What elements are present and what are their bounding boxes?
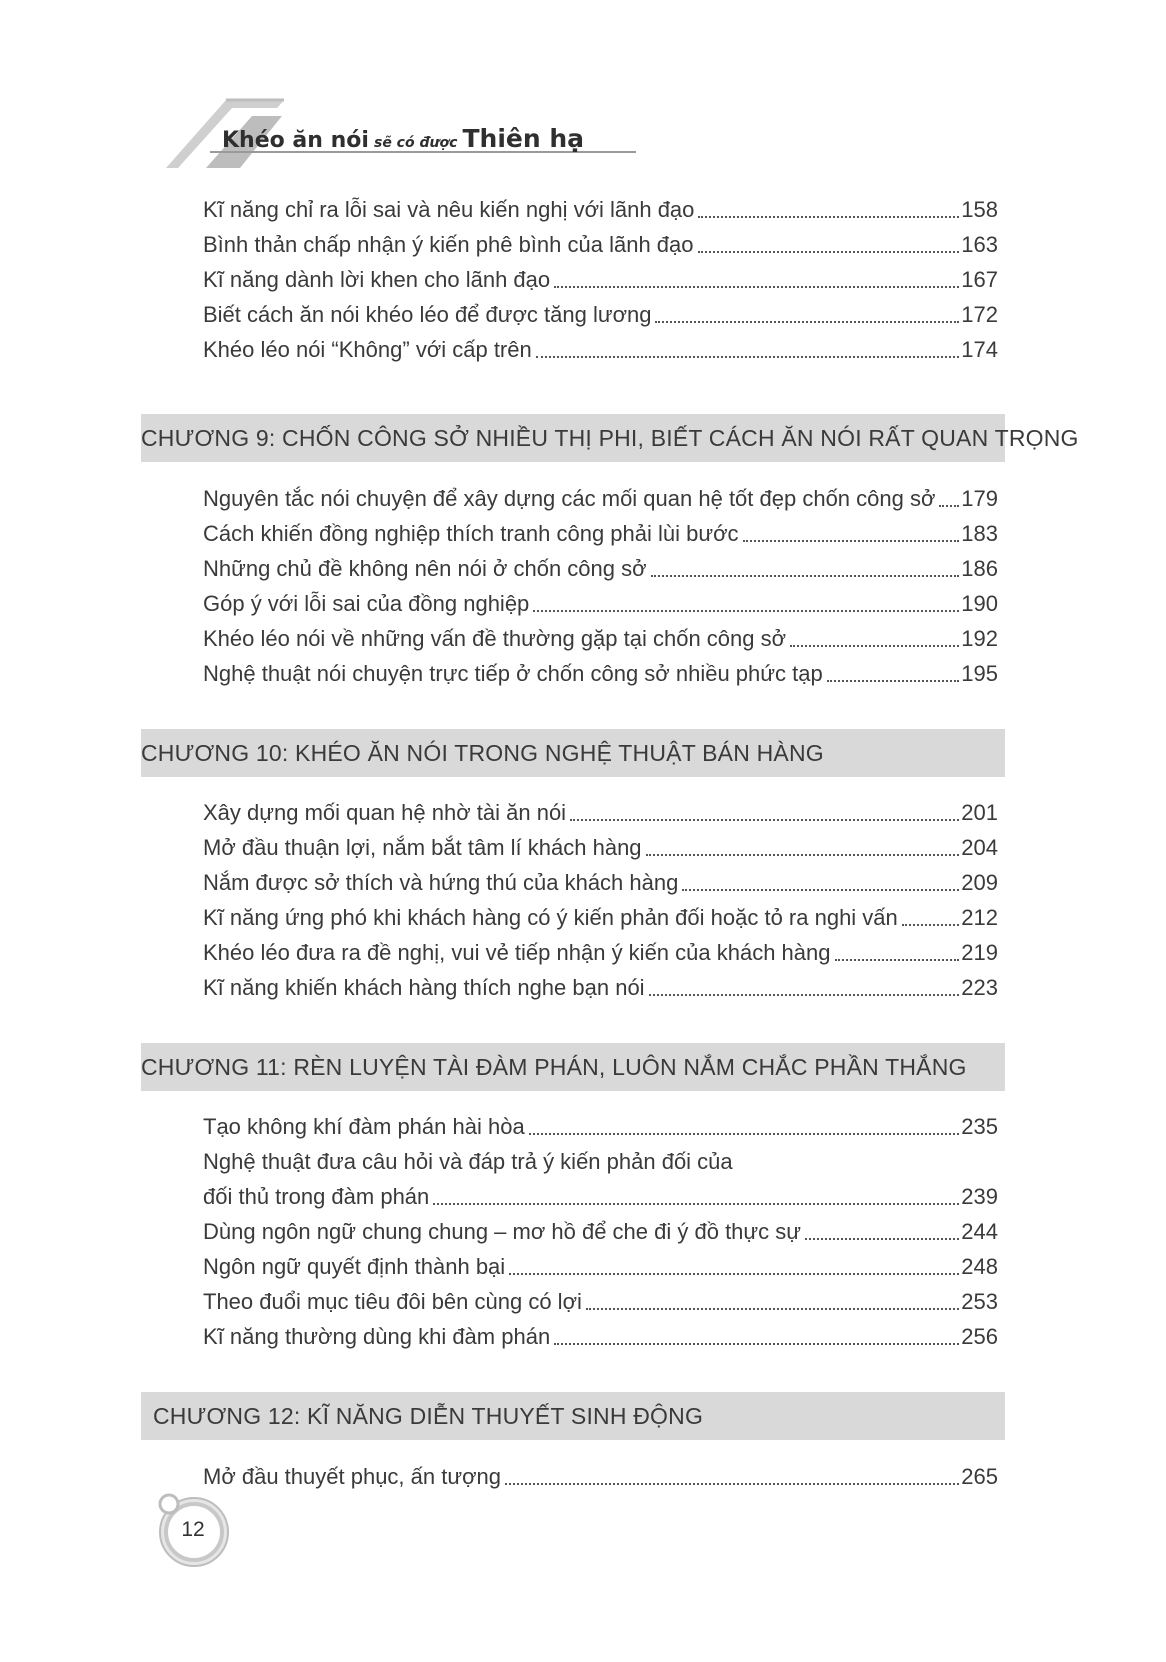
toc-entry[interactable] — [203, 589, 998, 619]
toc-entry-page: 183 — [961, 521, 998, 546]
toc-entry[interactable] — [203, 1182, 998, 1212]
toc-entry-page: 201 — [961, 800, 998, 825]
toc-entry-title: Mở đầu thuyết phục, ấn tượng — [203, 1464, 501, 1489]
running-header — [222, 124, 584, 153]
toc-entry[interactable] — [203, 973, 998, 1003]
toc-entry[interactable] — [203, 519, 998, 549]
toc-entry-title: Khéo léo nói về những vấn đề thường gặp tại chốn công sở — [203, 626, 787, 651]
page-number: 12 — [181, 1518, 205, 1541]
header-part2: sẽ có được — [373, 135, 458, 151]
toc-entry-title: Góp ý với lỗi sai của đồng nghiệp — [203, 591, 530, 616]
dot-leader — [651, 574, 960, 577]
toc-entry-page: 192 — [961, 626, 998, 651]
toc-entry-title: Nghệ thuật đưa câu hỏi và đáp trả ý kiến phản đối của — [203, 1149, 733, 1174]
toc-entry[interactable] — [203, 1217, 998, 1247]
dot-leader — [682, 888, 959, 891]
toc-entry[interactable] — [203, 833, 998, 863]
toc-entry-page: 209 — [961, 870, 998, 895]
toc-entry-page: 265 — [961, 1464, 998, 1489]
toc-entry[interactable] — [203, 1252, 998, 1282]
dot-leader — [939, 504, 959, 507]
toc-entry-title: Khéo léo nói “Không” với cấp trên — [203, 337, 532, 362]
dot-leader — [529, 1132, 960, 1135]
dot-leader — [805, 1237, 959, 1240]
toc-entry-title: Xây dựng mối quan hệ nhờ tài ăn nói — [203, 800, 567, 825]
toc-entry[interactable] — [203, 938, 998, 968]
toc-entry-title: Kĩ năng dành lời khen cho lãnh đạo — [203, 267, 551, 292]
toc-entry[interactable] — [203, 1112, 998, 1142]
toc-entry-title: Bình thản chấp nhận ý kiến phê bình của lãnh đạo — [203, 232, 694, 257]
toc-entry[interactable] — [203, 335, 998, 365]
toc-entry-title: Dùng ngôn ngữ chung chung – mơ hồ để che đi ý đồ thực sự — [203, 1219, 801, 1244]
chapter-heading-11[interactable]: CHƯƠNG 11: RÈN LUYỆN TÀI ĐÀM PHÁN, LUÔN NẮM CHẮC PHẦN THẮNG — [141, 1043, 1005, 1091]
toc-entry-page: 235 — [961, 1114, 998, 1139]
toc-entry-page: 174 — [961, 337, 998, 362]
toc-entry[interactable] — [203, 868, 998, 898]
toc-entry-page: 204 — [961, 835, 998, 860]
toc-entry[interactable] — [203, 1462, 998, 1492]
dot-leader — [533, 609, 959, 612]
dot-leader — [827, 679, 960, 682]
toc-entry-page: 244 — [961, 1219, 998, 1244]
toc-entry-title: Nắm được sở thích và hứng thú của khách hàng — [203, 870, 679, 895]
toc-entry[interactable] — [203, 554, 998, 584]
dot-leader — [655, 320, 959, 323]
toc-entry[interactable] — [203, 265, 998, 295]
toc-entry-page: 223 — [961, 975, 998, 1000]
dot-leader — [902, 923, 960, 926]
toc-entry-page: 256 — [961, 1324, 998, 1349]
toc-entry-page: 172 — [961, 302, 998, 327]
dot-leader — [554, 285, 959, 288]
toc-entry-title: Cách khiến đồng nghiệp thích tranh công phải lùi bước — [203, 521, 739, 546]
toc-entry-title: Nghệ thuật nói chuyện trực tiếp ở chốn công sở nhiều phức tạp — [203, 661, 823, 686]
dot-leader — [509, 1272, 959, 1275]
dot-leader — [649, 993, 960, 996]
dot-leader — [790, 644, 959, 647]
toc-entry[interactable] — [203, 300, 998, 330]
toc-entry-page: 248 — [961, 1254, 998, 1279]
toc-entry[interactable] — [203, 484, 998, 514]
toc-entry[interactable] — [203, 1322, 998, 1352]
toc-entry-title: Nguyên tắc nói chuyện để xây dựng các mối quan hệ tốt đẹp chốn công sở — [203, 486, 936, 511]
dot-leader — [743, 539, 960, 542]
toc-entry[interactable] — [203, 195, 998, 225]
dot-leader — [698, 250, 960, 253]
header-part3: Thiên hạ — [462, 124, 585, 153]
toc-entry[interactable] — [203, 624, 998, 654]
toc-entry-title: Những chủ đề không nên nói ở chốn công sở — [203, 556, 647, 581]
toc-entry-page: 195 — [961, 661, 998, 686]
toc-entry-title: Khéo léo đưa ra đề nghị, vui vẻ tiếp nhận ý kiến của khách hàng — [203, 940, 831, 965]
toc-entry-page: 253 — [961, 1289, 998, 1314]
toc-entry[interactable] — [203, 1287, 998, 1317]
toc-entry-page: 179 — [961, 486, 998, 511]
dot-leader — [536, 355, 960, 358]
toc-entry-title: Mở đầu thuận lợi, nắm bắt tâm lí khách hàng — [203, 835, 642, 860]
toc-entry-title: đối thủ trong đàm phán — [203, 1184, 430, 1209]
toc-entry-title: Biết cách ăn nói khéo léo để được tăng lương — [203, 302, 652, 327]
toc-entry-page: 167 — [961, 267, 998, 292]
toc-entry[interactable] — [203, 903, 998, 933]
toc-entry-title: Theo đuổi mục tiêu đôi bên cùng có lợi — [203, 1289, 582, 1314]
toc-entry-page: 186 — [961, 556, 998, 581]
toc-entry-page: 158 — [961, 197, 998, 222]
header-part1: Khéo ăn nói — [222, 128, 369, 153]
toc-entry[interactable] — [203, 659, 998, 689]
toc-entry[interactable] — [203, 230, 998, 260]
toc-entry-page: 190 — [961, 591, 998, 616]
dot-leader — [433, 1202, 959, 1205]
dot-leader — [835, 958, 960, 961]
chapter-heading-9[interactable]: CHƯƠNG 9: CHỐN CÔNG SỞ NHIỀU THỊ PHI, BIẾT CÁCH ĂN NÓI RẤT QUAN TRỌNG — [141, 414, 1005, 462]
toc-entry-title: Tạo không khí đàm phán hài hòa — [203, 1114, 525, 1139]
dot-leader — [698, 215, 959, 218]
toc-entry-title: Kĩ năng chỉ ra lỗi sai và nêu kiến nghị với lãnh đạo — [203, 197, 695, 222]
toc-entry-page: 212 — [961, 905, 998, 930]
toc-entry[interactable] — [203, 1147, 998, 1177]
toc-entry-page: 219 — [961, 940, 998, 965]
toc-entry[interactable] — [203, 798, 998, 828]
dot-leader — [586, 1307, 959, 1310]
toc-entry-page: 163 — [961, 232, 998, 257]
chapter-heading-10[interactable]: CHƯƠNG 10: KHÉO ĂN NÓI TRONG NGHỆ THUẬT BÁN HÀNG — [141, 729, 1005, 777]
toc-entry-title: Kĩ năng khiến khách hàng thích nghe bạn nói — [203, 975, 645, 1000]
toc-entry-page: 239 — [961, 1184, 998, 1209]
toc-entry-title: Ngôn ngữ quyết định thành bại — [203, 1254, 506, 1279]
dot-leader — [554, 1342, 959, 1345]
dot-leader — [505, 1482, 959, 1485]
toc-entry-title: Kĩ năng thường dùng khi đàm phán — [203, 1324, 551, 1349]
chapter-heading-12[interactable]: CHƯƠNG 12: KĨ NĂNG DIỄN THUYẾT SINH ĐỘNG — [141, 1392, 1005, 1440]
dot-leader — [570, 818, 959, 821]
toc-entry-title: Kĩ năng ứng phó khi khách hàng có ý kiến phản đối hoặc tỏ ra nghi vấn — [203, 905, 898, 930]
dot-leader — [646, 853, 960, 856]
